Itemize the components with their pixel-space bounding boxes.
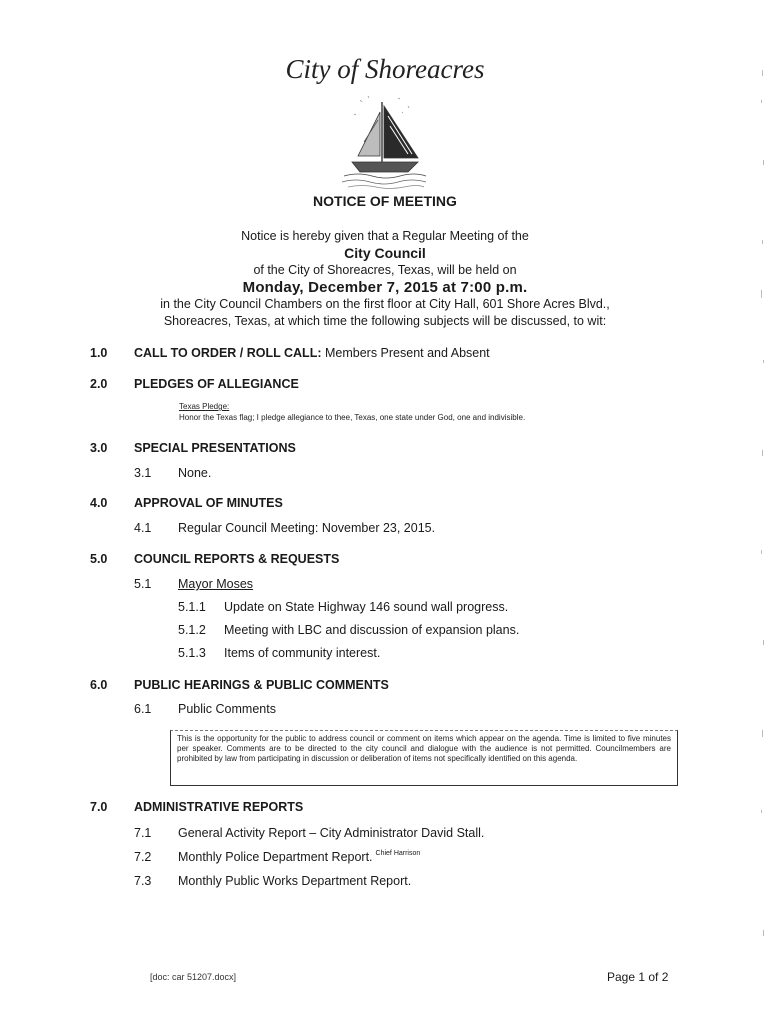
item-7-3-text: Monthly Public Works Department Report. [178, 874, 412, 888]
notice-title: NOTICE OF MEETING [313, 193, 457, 209]
section-2-title: PLEDGES OF ALLEGIANCE [134, 377, 299, 391]
section-6-title: PUBLIC HEARINGS & PUBLIC COMMENTS [134, 678, 389, 692]
item-7-1-text: General Activity Report – City Administrator David Stall. [178, 826, 485, 840]
section-3-title: SPECIAL PRESENTATIONS [134, 441, 296, 455]
intro-line-4: Shoreacres, Texas, at which time the following subjects will be discussed, to wit: [163, 314, 607, 328]
item-5-1-text: Mayor Moses [178, 577, 254, 591]
item-3-1-text: None. [178, 466, 212, 480]
item-6-1-number: 6.1 [134, 702, 152, 716]
section-3-number: 3.0 [90, 441, 108, 455]
section-4-title: APPROVAL OF MINUTES [134, 496, 283, 510]
meeting-date-time: Monday, December 7, 2015 at 7:00 p.m. [242, 279, 528, 296]
item-3-1-number: 3.1 [134, 466, 152, 480]
section-1-description: Members Present and Absent [321, 346, 490, 360]
section-4-number: 4.0 [90, 496, 108, 510]
section-5-number: 5.0 [90, 552, 108, 566]
item-4-1-number: 4.1 [134, 521, 152, 535]
intro-line-1: Notice is hereby given that a Regular Meeting of the [241, 229, 529, 243]
sailboat-logo-icon [338, 92, 428, 190]
document-reference: [doc: car 51207.docx] [150, 972, 237, 982]
item-5-1-2-number: 5.1.2 [178, 623, 206, 637]
scan-edge-noise [760, 30, 766, 990]
item-7-3-number: 7.3 [134, 874, 152, 888]
intro-body-name: City Council [344, 245, 426, 261]
public-comment-notice-box: This is the opportunity for the public to address council or comment on items which appear on the agenda. Time is limited to five minutes per speaker. Comments are to be directed to the city council and dialogue with the audience is not permitted. Councilmembers are prohibited by law from participating in discussion or deliberation of items not specifically identified on this agenda. [170, 730, 678, 786]
section-7-number: 7.0 [90, 800, 108, 814]
section-1-title [134, 346, 490, 360]
item-4-1-text: Regular Council Meeting: November 23, 2015. [178, 521, 436, 535]
page-number: Page 1 of 2 [607, 970, 669, 984]
section-6-number: 6.0 [90, 678, 108, 692]
section-2-number: 2.0 [90, 377, 108, 391]
section-5-title: COUNCIL REPORTS & REQUESTS [134, 552, 340, 566]
intro-line-3: in the City Council Chambers on the first floor at City Hall, 601 Shore Acres Blvd., [160, 297, 610, 311]
item-7-2-text: Monthly Police Department Report. [178, 850, 373, 864]
item-7-2-note: Chief Harrison [375, 850, 421, 857]
item-5-1-number: 5.1 [134, 577, 152, 591]
section-1-heading: CALL TO ORDER / ROLL CALL: [134, 346, 322, 360]
item-7-1-number: 7.1 [134, 826, 152, 840]
pledge-text: Honor the Texas flag; I pledge allegiance to thee, Texas, one state under God, one and indivisible. [179, 413, 526, 422]
city-title: City of Shoreacres [285, 54, 485, 84]
section-1-number: 1.0 [90, 346, 108, 360]
item-5-1-3-text: Items of community interest. [224, 646, 381, 660]
item-7-2-line [178, 850, 420, 864]
item-5-1-2-text: Meeting with LBC and discussion of expansion plans. [224, 623, 520, 637]
section-7-title: ADMINISTRATIVE REPORTS [134, 800, 304, 814]
item-5-1-1-text: Update on State Highway 146 sound wall progress. [224, 600, 509, 614]
intro-line-2: of the City of Shoreacres, Texas, will be held on [253, 263, 517, 277]
pledge-heading: Texas Pledge: [179, 402, 230, 411]
item-7-2-number: 7.2 [134, 850, 152, 864]
item-5-1-1-number: 5.1.1 [178, 600, 206, 614]
item-6-1-text: Public Comments [178, 702, 276, 716]
item-5-1-3-number: 5.1.3 [178, 646, 206, 660]
